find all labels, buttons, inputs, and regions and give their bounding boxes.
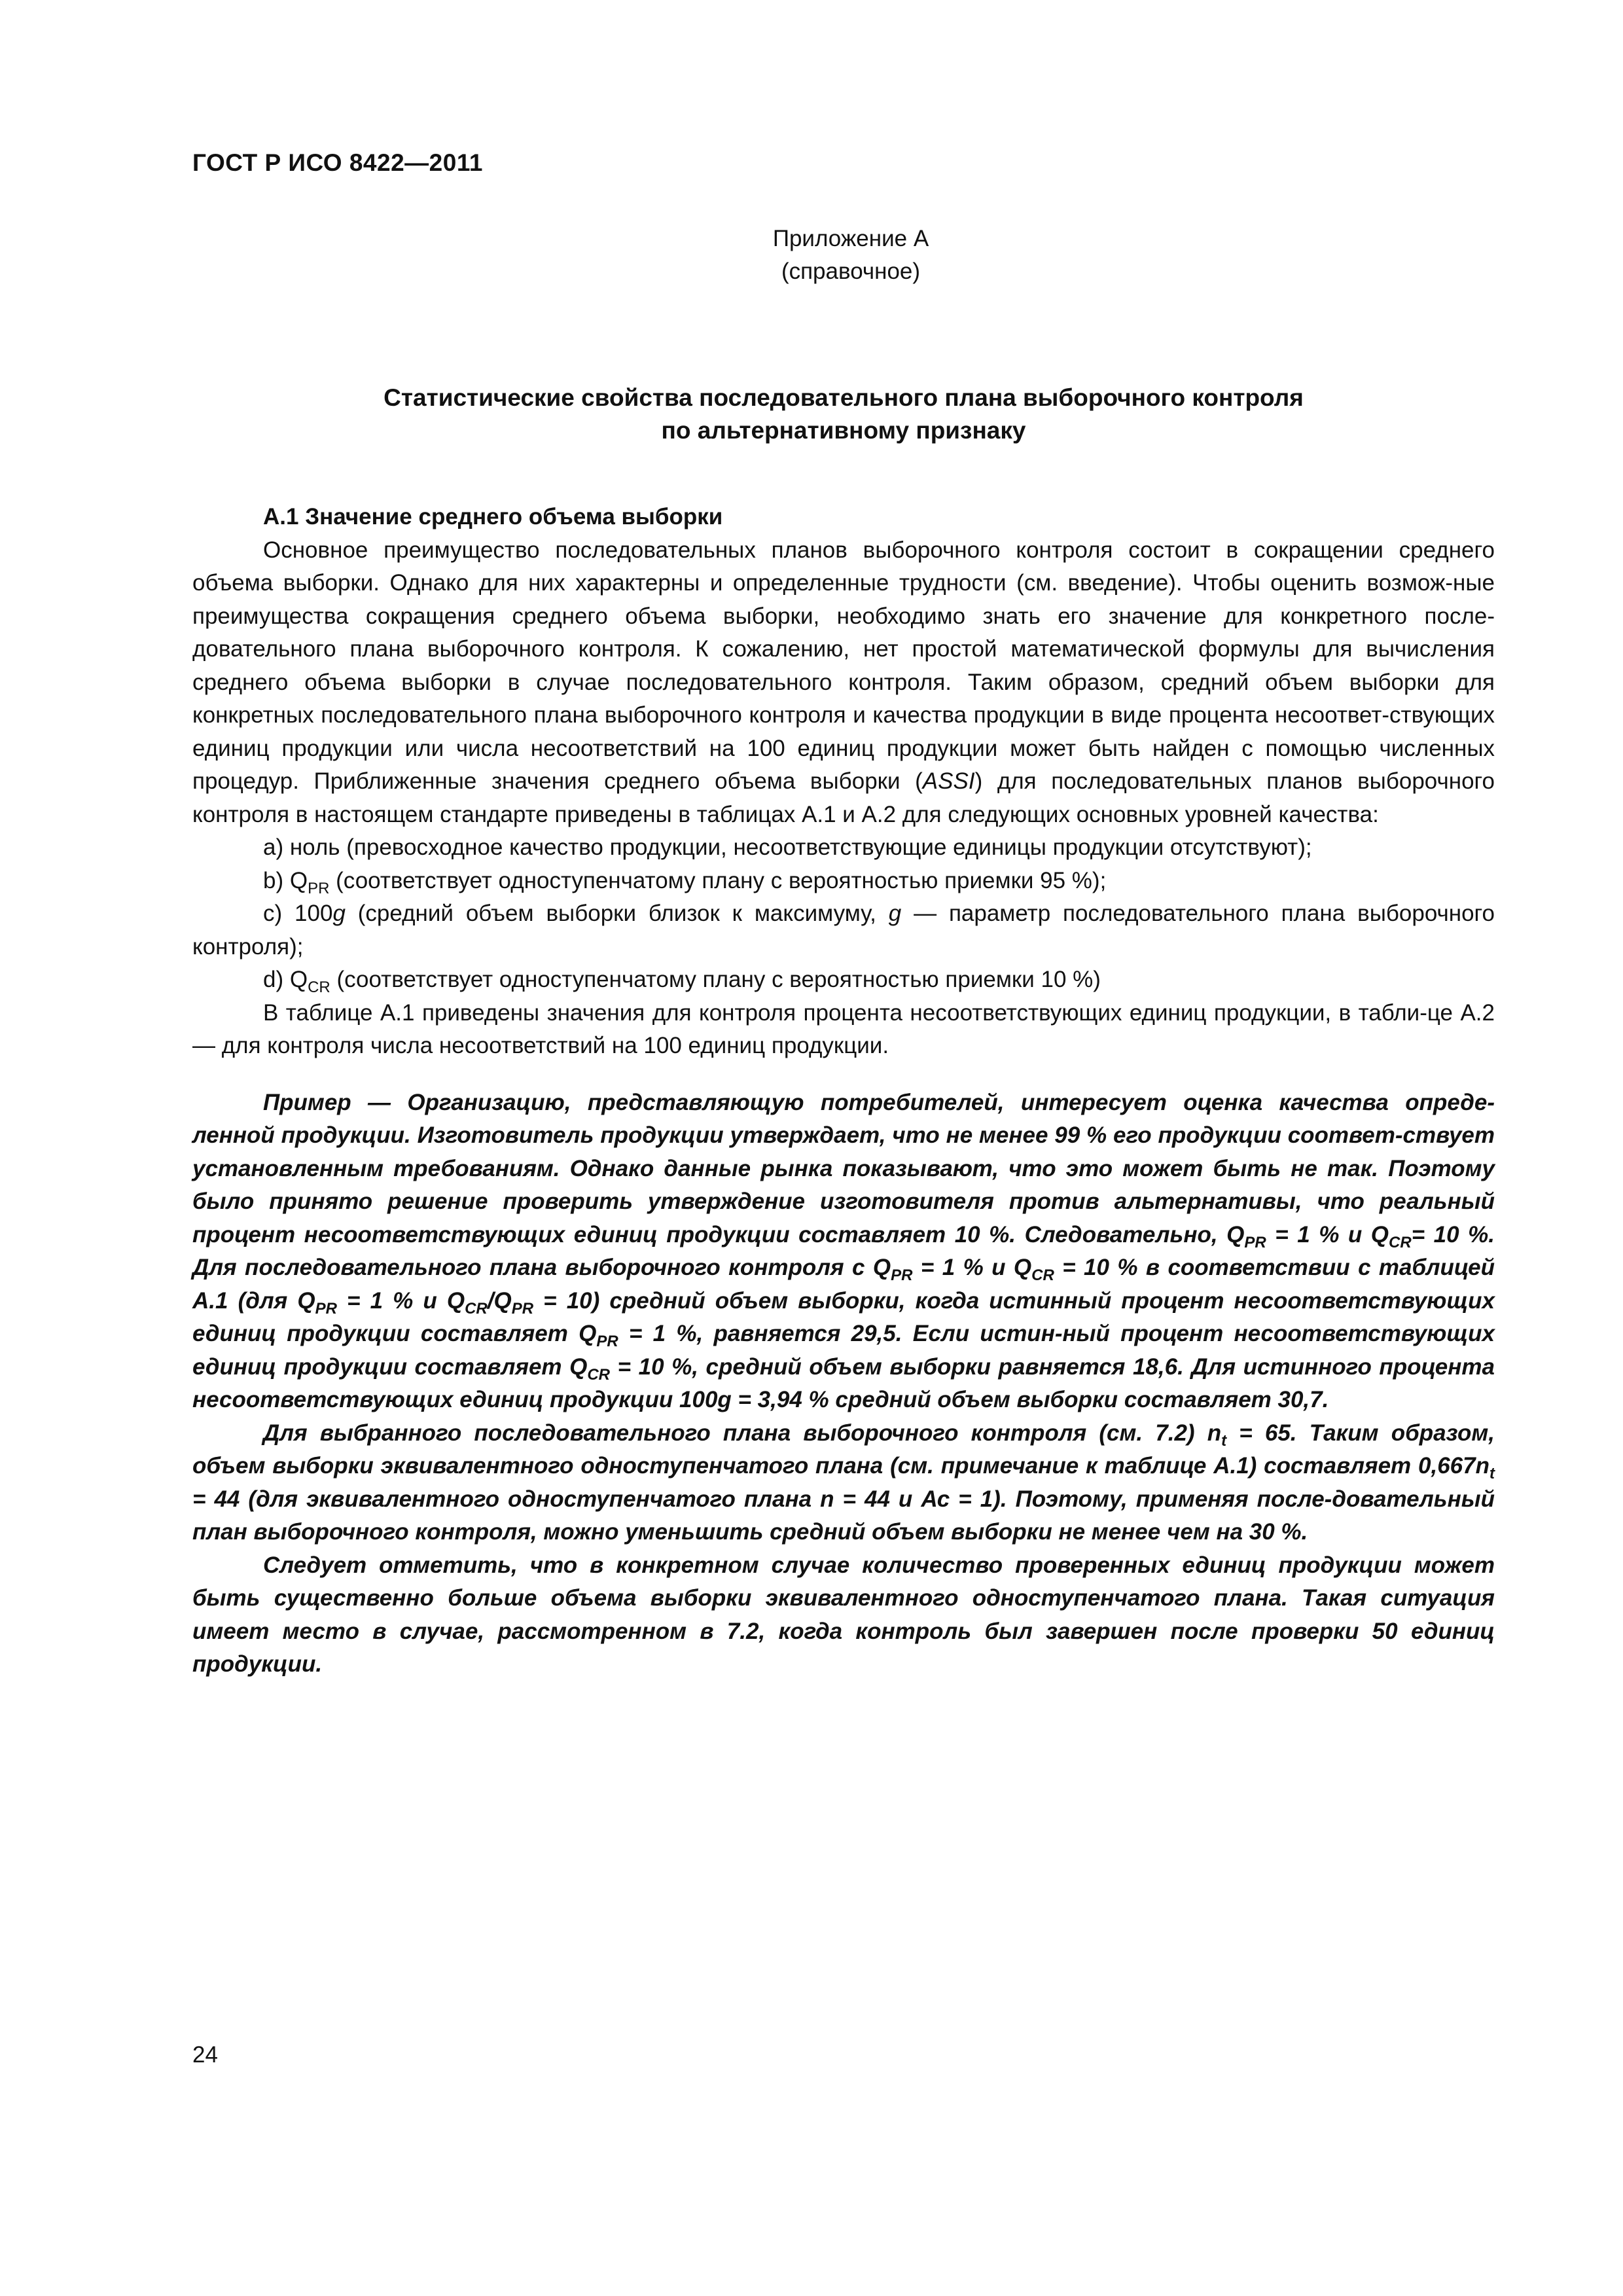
- annex-heading: [654, 223, 1047, 288]
- ex-i: = 1 %, равняется 29,5. Если истин-ный процент несоответствующих единиц продукции составляет Q: [192, 1321, 1495, 1380]
- sub-cr: CR: [587, 1365, 611, 1384]
- annex-label: Приложение А: [772, 226, 929, 251]
- example-paragraph-1: [192, 1086, 1495, 1417]
- sub-pr: PR: [511, 1299, 534, 1318]
- intro-paragraph: [192, 534, 1495, 832]
- assi-term: ASSI: [922, 768, 975, 794]
- ex-a: Пример — Организацию, представляющую потребителей, интересует оценка качества опреде-ленной продукции. Изготовитель продукции утверждает, что не менее 99 % его продукции соответ-ствует установленным требованиям. Однако данные рынка показывают, что это может быть не так. Поэтому было принято решение проверить утверждение изготовителя против альтернативы, что реальный процент несоответствующих единиц продукции составляет 10 %. Следовательно, Q: [192, 1089, 1495, 1247]
- ex2-c: = 44 (для эквивалентного одноступенчатого плана n = 44 и Ас = 1). Поэтому, применяя после-довательный план выборочного контроля, можно уменьшить средний объем выборки не менее чем на 30 %.: [192, 1486, 1495, 1545]
- list-item-d: [192, 963, 1495, 997]
- item-b-post: (соответствует одноступенчатому плану с вероятностью приемки 95 %);: [329, 867, 1107, 893]
- intro-text-a: Основное преимущество последовательных планов выборочного контроля состоит в сокращении среднего объема выборки. Однако для них характерны и определенные трудности (см. введение). Чтобы оценить возмож-ные преимущества сокращения среднего объема выборки, необходимо знать его значение для конкретного после-довательного плана выборочного контроля. К сожалению, нет простой математической формулы для вычисления среднего объема выборки в случае последовательного контроля. Таким образом, средний объем выборки для конкретных последовательного плана выборочного контроля и качества продукции в виде процента несоответ-ствующих единиц продукции или числа несоответствий на 100 единиц продукции может быть найден с помощью численных процедур. Приближенные значения среднего объема выборки (: [192, 537, 1495, 794]
- ex-b: = 1 % и Q: [1266, 1221, 1389, 1247]
- sub-pr: PR: [891, 1266, 913, 1284]
- ex-e: = 10 % в соответствии с таблицей А.1 (для Q: [192, 1255, 1495, 1314]
- annex-title-line-1: Статистические свойства последовательного плана выборочного контроля: [383, 384, 1304, 411]
- item-d-post: (соответствует одноступенчатому плану с вероятностью приемки 10 %): [330, 967, 1101, 992]
- annex-type: (справочное): [781, 259, 921, 284]
- ex-c: = 10 %. Для последовательного плана выборочного контроля с Q: [192, 1221, 1495, 1280]
- item-c-post: — параметр последовательного плана выборочного контроля);: [192, 901, 1495, 960]
- section-heading: А.1 Значение среднего объема выборки: [263, 504, 723, 529]
- item-b-pre: b) Q: [263, 867, 308, 893]
- page-number: 24: [192, 2042, 218, 2068]
- main-content: [192, 501, 1495, 1681]
- sub-cr: CR: [465, 1299, 488, 1318]
- sub-pr: PR: [596, 1333, 618, 1350]
- sub-pr: PR: [1244, 1233, 1266, 1251]
- sub-t: t: [1221, 1431, 1227, 1450]
- ex2-a: Для выбранного последовательного плана выборочного контроля (см. 7.2) n: [263, 1420, 1222, 1446]
- ex-g: /Q: [487, 1287, 512, 1314]
- annex-title: [192, 382, 1495, 447]
- item-c-g: g: [332, 901, 346, 926]
- sub-pr: PR: [315, 1299, 337, 1318]
- annex-title-line-2: по альтернативному признаку: [661, 417, 1026, 444]
- list-item-c: [192, 897, 1495, 963]
- sub-t: t: [1489, 1465, 1495, 1482]
- item-b-sub: PR: [308, 879, 330, 897]
- ex2-b: = 65. Таким образом, объем выборки эквивалентного одноступенчатого плана (см. примечание к таблице А.1) составляет 0,667n: [192, 1420, 1495, 1479]
- ex-h: = 10) средний объем выборки, когда истинный процент несоответствующих единиц продукции составляет Q: [192, 1287, 1495, 1346]
- example-paragraph-3: Следует отметить, что в конкретном случае количество проверенных единиц продукции может быть существенно больше объема выборки эквивалентного одноступенчатого плана. Такая ситуация имеет место в случае, рассмотренном в 7.2, когда контроль был завершен после проверки 50 единиц продукции.: [192, 1552, 1495, 1677]
- item-c-mid: (средний объем выборки близок к максимуму,: [345, 901, 889, 926]
- ex-f: = 1 % и Q: [336, 1287, 465, 1314]
- list-item-a: a) ноль (превосходное качество продукции, несоответствующие единицы продукции отсутствуют);: [263, 834, 1312, 860]
- example-block: [192, 1086, 1495, 1681]
- list-item-b: [192, 865, 1495, 898]
- item-c-pre: c) 100: [263, 901, 333, 926]
- example-paragraph-2: [192, 1417, 1495, 1549]
- sub-cr: CR: [1031, 1266, 1054, 1284]
- ex-d: = 1 % и Q: [912, 1255, 1032, 1280]
- ex-j: = 10 %, средний объем выборки равняется 18,6. Для истинного процента несоответствующих единиц продукции 100g = 3,94 % средний объем выборки составляет 30,7.: [192, 1354, 1495, 1412]
- tables-paragraph: В таблице А.1 приведены значения для контроля процента несоответствующих единиц продукции, в табли-це А.2 — для контроля числа несоответствий на 100 единиц продукции.: [192, 999, 1495, 1058]
- standard-header: ГОСТ Р ИСО 8422—2011: [192, 149, 483, 176]
- intro-text-b: ) для последовательных планов выборочного контроля в настоящем стандарте приведены в таблицах А.1 и А.2 для следующих основных уровней качества:: [192, 768, 1495, 827]
- item-d-sub: CR: [308, 978, 330, 996]
- sub-cr: CR: [1389, 1233, 1412, 1251]
- item-d-pre: d) Q: [263, 967, 308, 992]
- item-c-g2: g: [888, 901, 902, 926]
